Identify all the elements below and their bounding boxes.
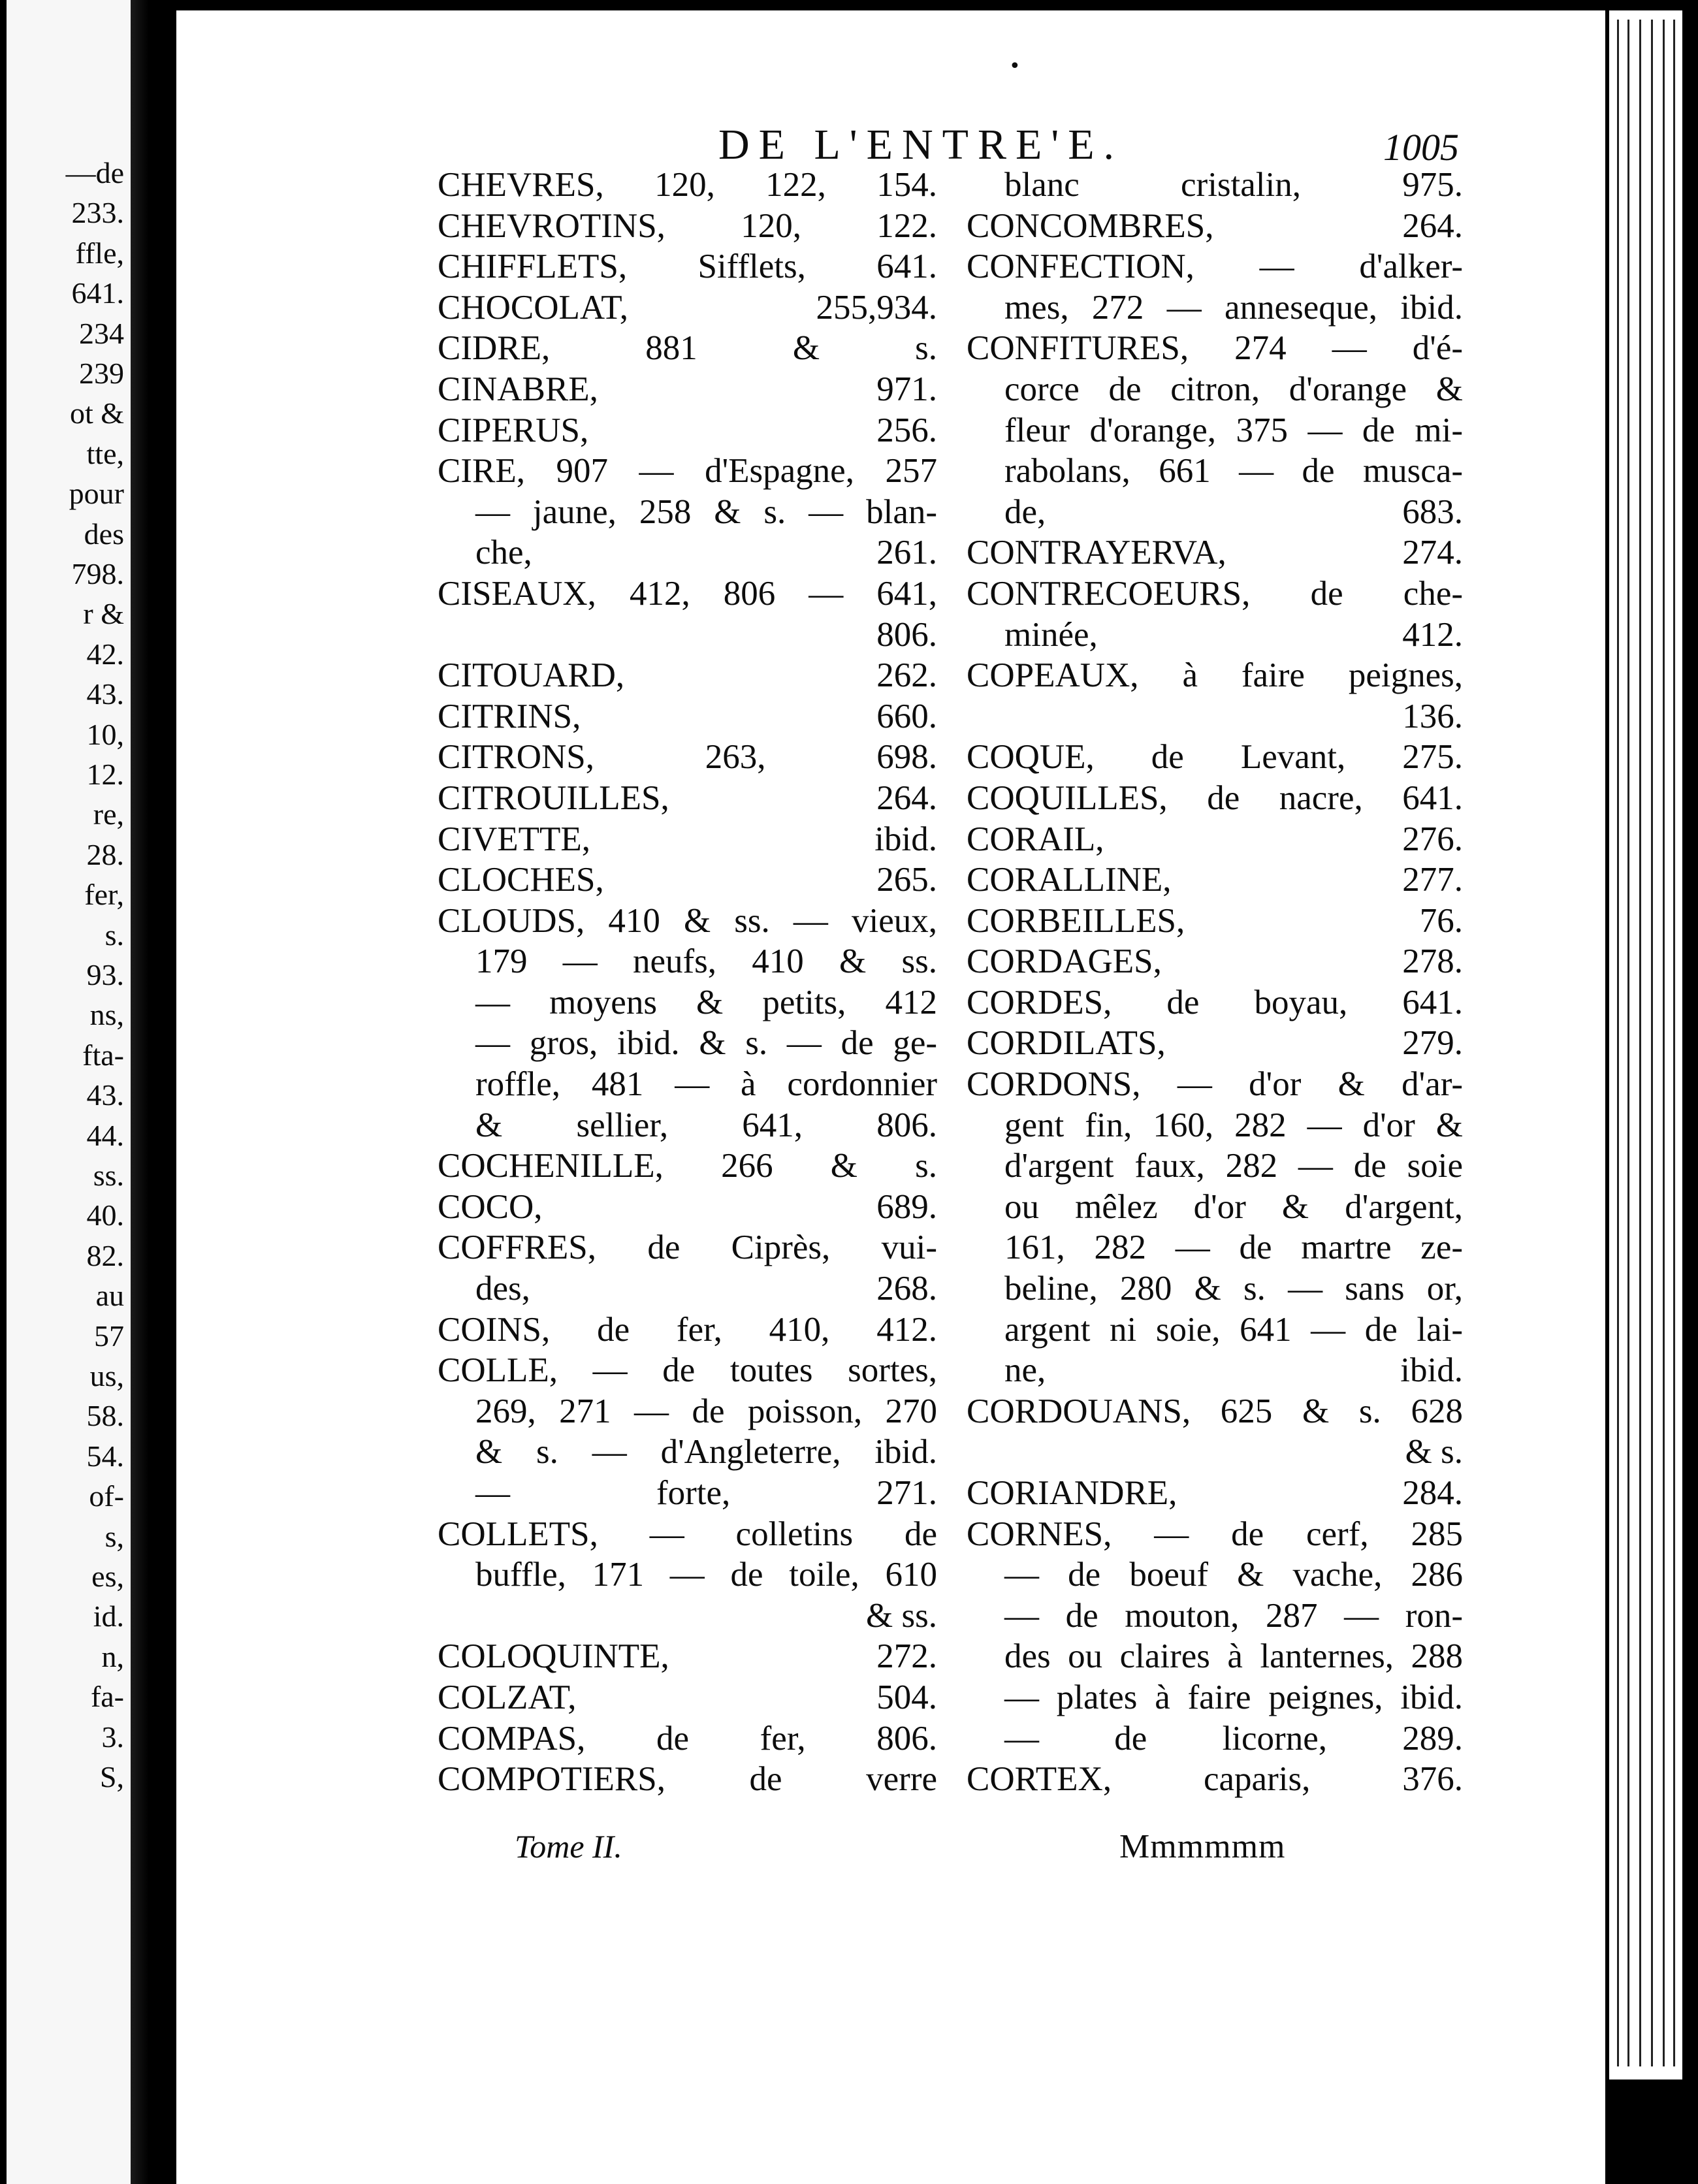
index-entry-line: COPEAUX, à faire peignes, [967, 656, 1463, 695]
page-edges [1605, 0, 1698, 2184]
index-entry-line: CHEVRES, 120, 122, 154. [438, 166, 937, 204]
facing-page-fragment: 44. [86, 1118, 124, 1152]
facing-page-fragment: of- [89, 1479, 124, 1513]
index-entry-line: 179 — neufs, 410 & ss. [475, 942, 937, 981]
index-entry-line: minée, 412. [1004, 615, 1463, 654]
index-entry-line: COQUE, de Levant, 275. [967, 738, 1463, 777]
index-entry-line: CINABRE, 971. [438, 370, 937, 408]
index-entry-line: de, 683. [1004, 492, 1463, 531]
index-entry-line: — plates à faire peignes, ibid. [1004, 1678, 1463, 1716]
index-entry-line: CITRONS, 263, 698. [438, 738, 937, 777]
index-entry-line: CIRE, 907 — d'Espagne, 257 [438, 452, 937, 490]
index-entry-line: — de mouton, 287 — ron- [1004, 1596, 1463, 1635]
index-entry-line: d'argent faux, 282 — de soie [1004, 1147, 1463, 1185]
index-entry-line: COMPOTIERS, de verre [438, 1760, 937, 1799]
facing-page-fragment: 233. [71, 196, 124, 230]
index-entry-line: CHEVROTINS, 120, 122. [438, 206, 937, 245]
facing-page-fragment: 3. [101, 1720, 124, 1754]
index-entry-line: ne, ibid. [1004, 1351, 1463, 1390]
page-edge-line [1673, 20, 1675, 2066]
facing-page-fragment: pour [69, 477, 124, 511]
index-entry-line: CIVETTE, ibid. [438, 820, 937, 858]
index-entry-line: & ss. [866, 1596, 937, 1635]
page-number: 1005 [1383, 126, 1459, 169]
index-entry-line: CORNES, — de cerf, 285 [967, 1515, 1463, 1553]
facing-page [7, 0, 131, 2184]
index-entry-line: des ou claires à lanternes, 288 [1004, 1637, 1463, 1676]
facing-page-fragment: 58. [86, 1399, 124, 1433]
facing-page-fragment: fer, [84, 878, 124, 912]
facing-page-fragment: fa- [90, 1680, 124, 1714]
facing-page-fragment: s, [104, 1519, 124, 1553]
facing-page-fragment: ot & [69, 396, 124, 430]
index-entry-line: COINS, de fer, 410, 412. [438, 1310, 937, 1349]
index-entry-line: beline, 280 & s. — sans or, [1004, 1270, 1463, 1308]
index-entry-line: COLOQUINTE, 272. [438, 1637, 937, 1676]
facing-page-fragment: 82. [86, 1238, 124, 1272]
index-entry-line: buffle, 171 — de toile, 610 [475, 1556, 937, 1594]
index-entry-line: COCHENILLE, 266 & s. [438, 1147, 937, 1185]
index-entry-line: mes, 272 — anneseque, ibid. [1004, 288, 1463, 327]
scan-border-left [0, 0, 7, 2184]
index-entry-line: — forte, 271. [475, 1474, 937, 1512]
index-column-right [967, 165, 1463, 1800]
index-entry-line: CORTEX, caparis, 376. [967, 1760, 1463, 1799]
index-entry-line: CORDOUANS, 625 & s. 628 [967, 1392, 1463, 1430]
index-entry-line: — de licorne, 289. [1004, 1719, 1463, 1758]
index-entry-line: fleur d'orange, 375 — de mi- [1004, 411, 1463, 449]
index-entry-line: roffle, 481 — à cordonnier [475, 1065, 937, 1104]
index-entry-line: CITROUILLES, 264. [438, 779, 937, 817]
index-entry-line: ou mêlez d'or & d'argent, [1004, 1187, 1463, 1226]
index-entry-line: — de boeuf & vache, 286 [1004, 1556, 1463, 1594]
index-entry-line: COLLETS, — colletins de [438, 1515, 937, 1553]
index-entry-line: — moyens & petits, 412 [475, 983, 937, 1021]
facing-page-fragment: 239 [79, 357, 124, 390]
index-entry-line: CORBEILLES, 76. [967, 901, 1463, 940]
page-edge-line [1617, 20, 1619, 2066]
facing-page-fragment: re, [93, 797, 124, 831]
facing-page-fragment: ns, [89, 998, 124, 1032]
index-entry-line: CORDONS, — d'or & d'ar- [967, 1065, 1463, 1104]
page-edge-line [1663, 20, 1665, 2066]
index-entry-line: des, 268. [475, 1270, 937, 1308]
index-entry-line: COFFRES, de Ciprès, vui- [438, 1228, 937, 1267]
index-entry-line: — jaune, 258 & s. — blan- [475, 492, 937, 531]
facing-page-fragment: id. [93, 1599, 124, 1633]
index-entry-line: blanc cristalin, 975. [1004, 166, 1463, 204]
index-entry-line: CIDRE, 881 & s. [438, 329, 937, 368]
index-entry-line: gent fin, 160, 282 — d'or & [1004, 1106, 1463, 1144]
facing-page-fragment: us, [89, 1359, 124, 1392]
facing-page-fragment: ffle, [75, 236, 124, 270]
index-entry-line: & s. — d'Angleterre, ibid. [475, 1433, 937, 1471]
index-entry-line: CHOCOLAT, 255,934. [438, 288, 937, 327]
facing-page-fragment: 28. [86, 837, 124, 871]
index-entry-line: & sellier, 641, 806. [475, 1106, 937, 1144]
page-edge-line [1639, 20, 1641, 2066]
index-entry-line: CONFITURES, 274 — d'é- [967, 329, 1463, 368]
facing-page-fragment: r & [83, 597, 124, 631]
facing-page-fragment: ss. [93, 1159, 124, 1192]
index-entry-line: rabolans, 661 — de musca- [1004, 452, 1463, 490]
page-edge-line [1627, 20, 1629, 2066]
index-entry-line: CHIFFLETS, Sifflets, 641. [438, 248, 937, 286]
index-entry-line: corce de citron, d'orange & [1004, 370, 1463, 408]
index-entry-line: CONFECTION, — d'alker- [967, 248, 1463, 286]
index-entry-line: CORDAGES, 278. [967, 942, 1463, 981]
index-entry-line: CONTRAYERVA, 274. [967, 534, 1463, 572]
index-entry-line: 269, 271 — de poisson, 270 [475, 1392, 937, 1430]
facing-page-fragment: 54. [86, 1439, 124, 1473]
facing-page-fragment: tte, [86, 436, 124, 470]
book-page [176, 0, 1605, 2184]
index-entry-line: che, 261. [475, 534, 937, 572]
top-mark: • [1009, 55, 1021, 78]
index-entry-line: COMPAS, de fer, 806. [438, 1719, 937, 1758]
index-entry-line: CITOUARD, 262. [438, 656, 937, 695]
volume-signature: Tome II. [515, 1828, 622, 1865]
facing-page-fragment: des [84, 517, 124, 551]
gathering-signature: Mmmmmm [1119, 1828, 1286, 1865]
facing-page-fragment: 12. [86, 758, 124, 791]
index-entry-line: CISEAUX, 412, 806 — 641, [438, 574, 937, 613]
index-entry-line: — gros, ibid. & s. — de ge- [475, 1024, 937, 1063]
facing-page-fragment: 42. [86, 637, 124, 671]
running-header: DE L'ENTRE'E. [718, 121, 1124, 169]
book-gutter [131, 0, 176, 2184]
facing-page-fragment: —de [65, 156, 124, 189]
facing-page-fragment: n, [101, 1639, 124, 1673]
index-entry-line: 136. [1402, 697, 1463, 735]
facing-page-fragment: 43. [86, 1078, 124, 1112]
index-entry-line: CORIANDRE, 284. [967, 1474, 1463, 1512]
index-entry-line: COQUILLES, de nacre, 641. [967, 779, 1463, 817]
index-entry-line: CONCOMBRES, 264. [967, 206, 1463, 245]
facing-page-fragment: 10, [86, 717, 124, 751]
facing-page-fragment: au [95, 1279, 124, 1313]
index-entry-line: CORAIL, 276. [967, 820, 1463, 858]
page-edge-line [1651, 20, 1653, 2066]
index-entry-line: 161, 282 — de martre ze- [1004, 1228, 1463, 1267]
index-entry-line: CORDES, de boyau, 641. [967, 983, 1463, 1021]
index-column-left [438, 165, 937, 1800]
facing-page-fragment: 40. [86, 1198, 124, 1232]
facing-page-fragment: 641. [71, 276, 124, 310]
facing-page-fragment: 93. [86, 958, 124, 991]
index-entry-line: 806. [876, 615, 937, 654]
index-entry-line: CLOCHES, 265. [438, 861, 937, 899]
index-entry-line: COLLE, — de toutes sortes, [438, 1351, 937, 1390]
page-edge-stack [1609, 10, 1682, 2080]
index-entry-line: CIPERUS, 256. [438, 411, 937, 449]
index-entry-line: CONTRECOEURS, de che- [967, 574, 1463, 613]
facing-page-fragment: s. [104, 918, 124, 952]
facing-page-fragment: es, [91, 1560, 124, 1593]
index-entry-line: CLOUDS, 410 & ss. — vieux, [438, 901, 937, 940]
index-entry-line: argent ni soie, 641 — de lai- [1004, 1310, 1463, 1349]
index-entry-line: CORALLINE, 277. [967, 861, 1463, 899]
index-entry-line: & s. [1405, 1433, 1463, 1471]
facing-page-fragment: S, [99, 1760, 124, 1793]
index-entry-line: CITRINS, 660. [438, 697, 937, 735]
facing-page-fragment: fta- [82, 1038, 124, 1072]
index-entry-line: COLZAT, 504. [438, 1678, 937, 1716]
index-entry-line: CORDILATS, 279. [967, 1024, 1463, 1063]
facing-page-fragment: 57 [94, 1319, 124, 1353]
facing-page-fragment: 43. [86, 677, 124, 711]
index-entry-line: COCO, 689. [438, 1187, 937, 1226]
facing-page-fragment: 234 [79, 316, 124, 350]
facing-page-fragment: 798. [71, 557, 124, 590]
